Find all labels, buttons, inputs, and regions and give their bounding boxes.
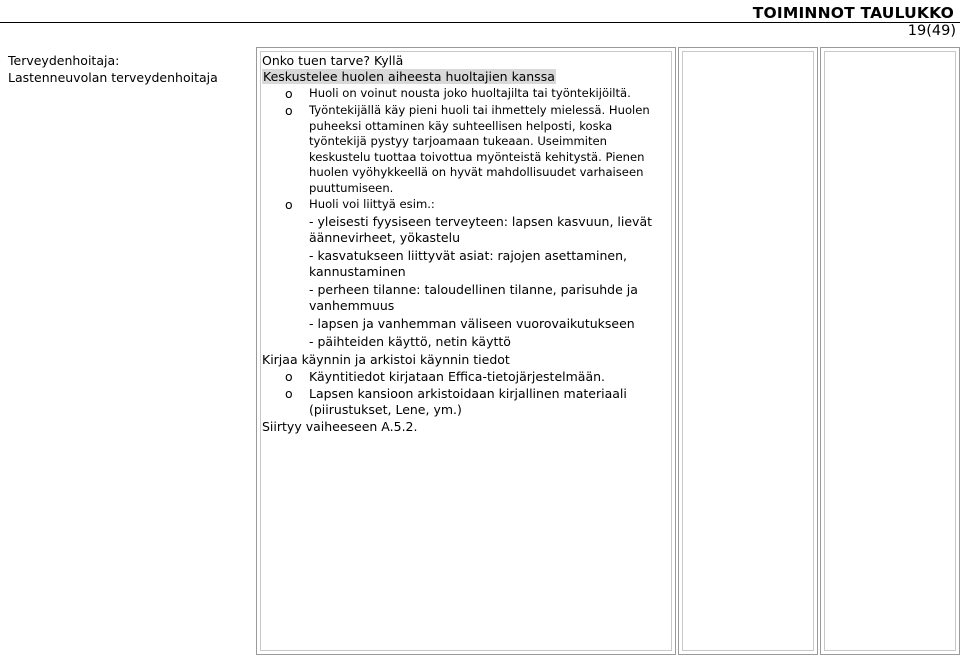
- empty-cell-4: [820, 47, 960, 655]
- record-line: Kirjaa käynnin ja arkistoi käynnin tiedot: [262, 352, 510, 367]
- role-line-1: Terveydenhoitaja:: [8, 53, 120, 68]
- support-need-line: Onko tuen tarve? Kyllä: [262, 53, 404, 68]
- content-text: [262, 53, 670, 435]
- bullet-marker: o: [285, 197, 293, 212]
- role-text: [8, 53, 218, 86]
- role-cell: [2, 47, 254, 655]
- bullet-marker: o: [285, 386, 293, 401]
- bullet-text: Käyntitiedot kirjataan Effica-tietojärjestelmään.: [309, 369, 605, 384]
- sub-item: - perheen tilanne: taloudellinen tilanne, parisuhde ja vanhemmuus: [309, 282, 638, 313]
- bullet-marker: o: [285, 369, 293, 384]
- bullet-text: Huoli voi liittyä esim.:: [309, 197, 435, 211]
- sub-item: - yleisesti fyysiseen terveyteen: lapsen kasvuun, lievät äännevirheet, yökastelu: [309, 214, 652, 245]
- document-title: TOIMINNOT TAULUKKO: [752, 4, 954, 22]
- empty-cell-3: [678, 47, 818, 655]
- sub-item: - päihteiden käyttö, netin käyttö: [309, 334, 511, 349]
- list-item: [262, 369, 670, 385]
- sub-item: - kasvatukseen liittyvät asiat: rajojen asettaminen, kannustaminen: [309, 248, 627, 279]
- next-step-line: Siirtyy vaiheeseen A.5.2.: [262, 419, 418, 434]
- list-item: [262, 197, 670, 213]
- bullet-marker: o: [285, 86, 293, 101]
- bullet-text: Työntekijällä käy pieni huoli tai ihmettely mielessä. Huolen puheeksi ottaminen käy suhteellisen helposti, koska työntekijä pystyy tarjoamaan tukeaan. Useimmiten keskustelu tuottaa toivottua myönteistä kehitystä. Pienen huolen vyöhykkeellä on hyvät mahdollisuudet varhaiseen puuttumiseen.: [309, 103, 650, 195]
- bullet-marker: o: [285, 103, 293, 118]
- role-line-2: Lastenneuvolan terveydenhoitaja: [8, 69, 218, 85]
- header-rule: [0, 22, 960, 23]
- list-item: [262, 86, 670, 102]
- list-item: [262, 103, 670, 196]
- bullet-text: Lapsen kansioon arkistoidaan kirjallinen materiaali (piirustukset, Lene, ym.): [309, 386, 627, 417]
- page-number: 19(49): [907, 23, 956, 39]
- sub-item: - lapsen ja vanhemman väliseen vuorovaikutukseen: [309, 316, 635, 331]
- bullet-text: Huoli on voinut nousta joko huoltajilta tai työntekijöiltä.: [309, 86, 631, 100]
- discuss-line: Keskustelee huolen aiheesta huoltajien kanssa: [263, 69, 555, 84]
- list-item: [262, 386, 670, 418]
